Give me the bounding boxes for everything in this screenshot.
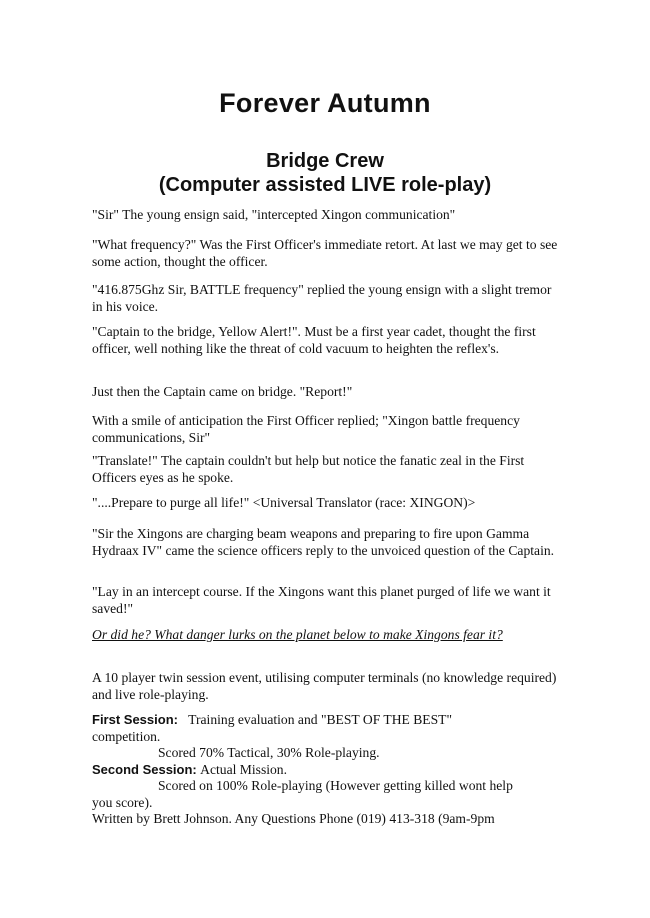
second-session-label: Second Session: [92,761,197,777]
second-session-text: Actual Mission. [200,761,288,777]
paragraph-8: "....Prepare to purge all life!" <Universal Translator (race: XINGON)> [92,495,476,510]
subtitle-line-1: Bridge Crew [266,150,384,172]
first-session-text: Training evaluation and "BEST OF THE BEST" [188,712,453,727]
second-session-cont: you score). [92,794,153,810]
event-description: A 10 player twin session event, utilising computer terminals (no knowledge required) and live role-playing. [92,670,557,702]
paragraph-1: "Sir" The young ensign said, "intercepted Xingon communication" [92,207,456,222]
second-session-score-line [92,778,560,795]
document-title: Forever Autumn [219,88,431,118]
second-session-line [92,762,560,779]
sessions-block [92,712,560,811]
teaser-question: Or did he? What danger lurks on the planet below to make Xingons fear it? [92,627,503,642]
second-session-score: Scored on 100% Role-playing (However getting killed wont help [158,778,513,793]
first-session-label: First Session: [92,712,178,727]
paragraph-7: "Translate!" The captain couldn't but help but notice the fanatic zeal in the First Officers eyes as he spoke. [92,453,525,485]
paragraph-3: "416.875Ghz Sir, BATTLE frequency" replied the young ensign with a slight tremor in his voice. [92,282,552,314]
subtitle-line-2: (Computer assisted LIVE role-play) [158,174,492,196]
first-session-line [92,712,560,729]
paragraph-2: "What frequency?" Was the First Officer's immediate retort. At last we may get to see some action, thought the officer. [92,237,558,269]
paragraph-9: "Sir the Xingons are charging beam weapons and preparing to fire upon Gamma Hydraax IV" came the science officers reply to the unvoiced question of the Captain. [92,526,555,558]
paragraph-10: "Lay in an intercept course. If the Xingons want this planet purged of life we want it saved!" [92,584,551,616]
footer-contact: Written by Brett Johnson. Any Questions Phone (019) 413-318 (9am-9pm [92,811,495,826]
paragraph-4: "Captain to the bridge, Yellow Alert!". Must be a first year cadet, thought the first officer, well nothing like the threat of cold vacuum to heighten the reflex's. [92,324,536,356]
first-session-cont: competition. [92,728,161,744]
paragraph-6: With a smile of anticipation the First Officer replied; "Xingon battle frequency communications, Sir" [92,413,520,445]
first-session-score-line [92,745,560,762]
paragraph-5: Just then the Captain came on bridge. "Report!" [92,384,353,399]
first-session-score: Scored 70% Tactical, 30% Role-playing. [158,745,380,760]
